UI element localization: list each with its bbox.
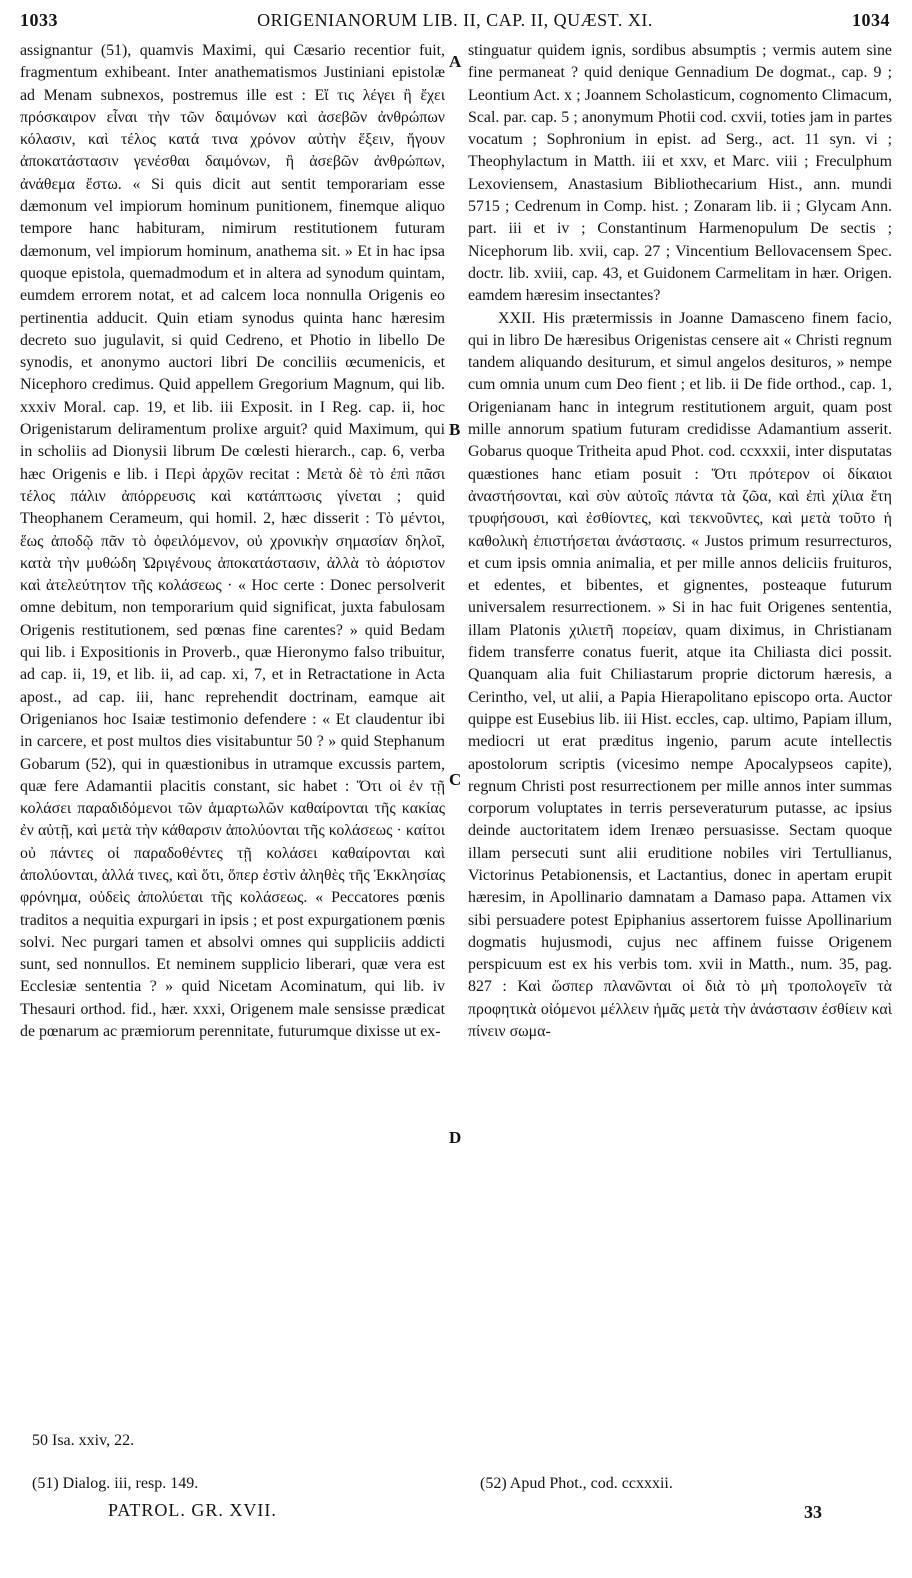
- footnote-bible: 50 Isa. xxiv, 22.: [32, 1432, 135, 1449]
- page-number-left: 1033: [20, 10, 58, 30]
- right-column: [468, 40, 892, 1043]
- running-header: [20, 10, 890, 40]
- section-marker-c: C: [449, 770, 462, 789]
- left-column: [20, 40, 445, 1043]
- footnote-51: (51) Dialog. iii, resp. 149.: [32, 1475, 199, 1492]
- section-marker-a: A: [449, 52, 462, 71]
- section-marker-b: B: [449, 420, 461, 439]
- sheet-number: 33: [804, 1502, 822, 1522]
- section-marker-d: D: [449, 1128, 462, 1147]
- right-paragraph-1: stinguatur quidem ignis, sordibus absumptis ; vermis autem sine fine permaneat ? quid denique Gennadium De dogmat., cap. 9 ; Leontium Act. x ; Joannem Scholasticum, cognomento Climacum, Scal. par. cap. 5 ; anonymum Photii cod. cxvii, toties jam in partes vocatum ; Sophronium in epist. ad Serg., act. 11 syn. vi ; Theophylactum in Matth. iii et xxv, et Marc. viii ; Freculphum Lexoviensem, Anastasium Bibliothecarium Hist., ann. mundi 5715 ; Cedrenum in Comp. hist. ; Zonaram lib. ii ; Glycam Ann. part. iii et iv ; Constantinum Harmenopulum De sectis ; Nicephorum lib. xvii, cap. 27 ; Vincentium Bellovacensem Spec. doctr. lib. xviii, cap. 43, et Guidonem Carmelitam in hær. Origen. eamdem hæresim insectantes?: [468, 42, 892, 305]
- running-title: ORIGENIANORUM LIB. II, CAP. II, QUÆST. XI.: [257, 10, 653, 30]
- series-signature: PATROL. GR. XVII.: [108, 1500, 277, 1520]
- page-number-right: 1034: [852, 10, 890, 30]
- right-paragraph-2: XXII. His prætermissis in Joanne Damasceno finem facio, qui in libro De hæresibus Origenistas censere ait « Christi regnum tandem aliquando desiturum, et simul angelos desituros, » nempe cum omnia unum cum Deo fient ; et lib. ii De fide orthod., cap. 1, Origenianam hanc in integrum restitutionem arguit, quam post mille annorum spatium futuram credidisse Adamantium asserit. Gobarus quoque Tritheita apud Phot. cod. ccxxxii, inter disputatas quæstiones hanc etiam posuit : Ὅτι πρότερον οἱ δίκαιοι ἀναστήσονται, καὶ σὺν αὐτοῖς πάντα τὰ ζῶα, καὶ ἐπὶ χίλια ἔτη τρυφήσουσι, καὶ ἐσθίοντες, καὶ τεκνοῦντες, καὶ μετὰ τοῦτο ἡ καθολικὴ ἐπιστήσεται ἀνάστασις. « Justos primum resurrecturos, et cum ipsis omnia animalia, et per mille annos deliciis fruituros, et edentes, et bibentes, et gignentes, posteaque futurum universalem resurrectionem. » Si in hac fuit Origenes sententia, illam Platonis χιλιετῆ πορείαν, quam diximus, in Christianam fidem transferre conatus fuerit, atque ita Chiliasta dici possit. Quanquam alia fuit Chiliastarum proprie dictorum hæresis, a Cerintho, vel, ut alii, a Papia Hierapolitano episcopo orta. Auctor quippe est Eusebius lib. iii Hist. eccles, cap. ultimo, Papiam illum, mediocri ut erat præditus ingenio, parum acute intellectis apostolorum scriptis (vicesimo nempe Apocalypseos capite), regnum Christi post resurrectionem per mille annos inter summas corporum voluptates in terris perseveraturum putasse, ac ipsius deinde auctoritatem idem Irenæo persuasisse. Sectam quoque illam persecuti sunt alii eruditione nobiles viri Tertullianus, Victorinus Petabionensis, et Lactantius, donec in apertam erupit hæresim, in Apollinario damnatam a Damaso papa. Attamen vix sibi persuadere potest Epiphanius assertorem fuisse Apollinarium dogmatis hujusmodi, cujus nec affinem fuisse Origenem perspicuum est ex his verbis tom. xvii in Matth., num. 35, pag. 827 : Καὶ ὥσπερ πλανῶνται οἱ διὰ τὸ μὴ τροπολογεῖν τὰ προφητικὰ οἰόμενοι μέλλειν ἡμᾶς μετὰ τὴν ἀνάστασιν ἐσθίειν καὶ πίνειν σωμα-: [468, 309, 892, 1041]
- footnote-52: (52) Apud Phot., cod. ccxxxii.: [480, 1475, 673, 1492]
- left-column-text: assignantur (51), quamvis Maximi, qui Cæsario recentior fuit, fragmentum exhibeant. Inter anathematismos Justiniani epistolæ ad Menam subnexos, postremus ille est : Εἴ τις λέγει ἢ ἔχει πρόσκαιρον εἶναι τὴν τῶν δαιμόνων καὶ ἀσεβῶν ἀνθρώπων κόλασιν, καὶ τέλος κατά τινα χρόνον αὐτὴν ἕξειν, ἤγουν ἀποκατάστασιν γενέσθαι δαιμόνων, ἢ ἀσεβῶν ἀνθρώπων, ἀνάθεμα ἔστω. « Si quis dicit aut sentit temporariam esse dæmonum vel impiorum hominum punitionem, finemque aliquo tempore hanc habituram, nimirum restitutionem futuram dæmonum, vel impiorum hominum, anathema sit. » Et in hac ipsa quoque epistola, quemadmodum et in altera ad synodum quintam, eumdem errorem notat, et ad calcem loca nonnulla Origenis eo pertinentia adducit. Quin etiam synodus quinta hanc hæresim decreto suo jugulavit, si quid Cedreno, et Photio in libello De synodis, et anonymo auctori libri De conciliis œcumenicis, et Nicephoro credimus. Quid appellem Gregorium Magnum, qui lib. xxxiv Moral. cap. 19, et lib. iii Exposit. in I Reg. cap. ii, hoc Origenistarum deliramentum prolixe arguit? quid Maximum, qui in scholiis ad Dionysii librum De cœlesti hierarch., cap. 6, verba hæc Origenis e lib. i Περὶ ἀρχῶν recitat : Μετὰ δὲ τὸ ἐπὶ πᾶσι τέλος πάλιν ἀπόρρευσις καὶ κατάπτωσις γίνεται ; quid Theophanem Cerameum, qui homil. 2, hæc disserit : Τὸ μέντοι, ἕως ἀποδῷ πᾶν τὸ ὀφειλόμενον, οὐ χρονικὴν σημασίαν δηλοῖ, κατὰ τὴν μυθώδη Ὠριγένους ἀποκατάστασιν, ἀλλὰ τὸ ἀόριστον καὶ ἀτελεύτητον τῆς κολάσεως · « Hoc certe : Donec persolverit omne debitum, non temporarium quid significat, juxta fabulosam Origenis restitutionem, sed pœnas fine carentes? » quid Bedam qui lib. i Expositionis in Proverb., quæ Hieronymo falso tribuitur, ad cap. ii, 19, et lib. ii, ad cap. xi, 7, et in Retractatione in Acta apost., ad cap. iii, hanc reprehendit doctrinam, eamque ait Origenianos hoc Isaiæ testimonio defendere : « Et claudentur ibi in carcere, et post multos dies visitabuntur 50 ? » quid Stephanum Gobarum (52), qui in quæstionibus in utramque excussis partem, quæ fere Adamantii placitis constant, sic habet : Ὅτι οἱ ἐν τῇ κολάσει παραδιδόμενοι τῶν ἁμαρτωλῶν καθαίρονται τῆς κακίας ἐν αὐτῇ, καὶ μετὰ τὴν κάθαρσιν ἀπολύονται τῆς κολάσεως · καίτοι οὐ πάντες οἱ παραδοθέντες τῇ κολάσει καθαίρονται καὶ ἀπολύονται, ἀλλά τινες, καὶ ὅτι, ὅπερ ἐστὶν ἀληθὲς τῆς Ἐκκλησίας φρόνημα, οὐδεὶς ἀπολύεται τῆς κολάσεως. « Peccatores pœnis traditos a nequitia expurgari in ipsis ; et post expurgationem pœnis solvi. Nec purgari tamen et absolvi omnes qui suppliciis addicti sunt, sed nonnullos. Et neminem supplicio liberari, quæ vera est Ecclesiæ sententia ? » quid Nicetam Acominatum, qui lib. iv Thesauri orthod. fid., hær. xxxi, Origenem male sensisse prædicat de pœnarum ac præmiorum perennitate, futurumque dixisse ut ex-: [20, 42, 445, 1041]
